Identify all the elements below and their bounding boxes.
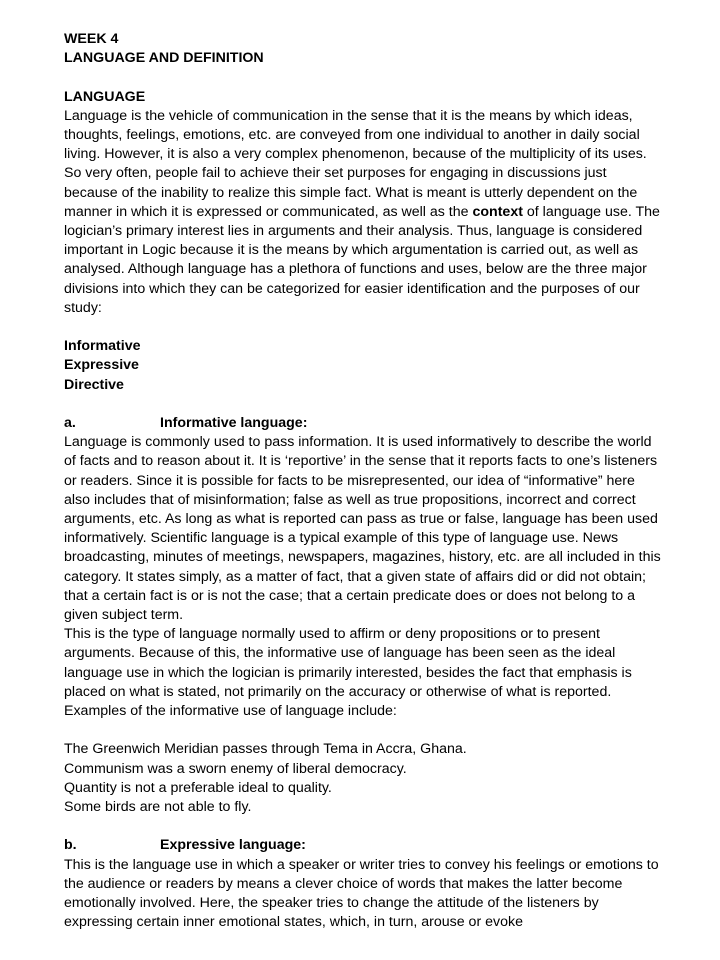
division-informative: Informative	[64, 338, 141, 355]
week-label: WEEK 4	[64, 31, 119, 47]
example-sentence: Some birds are not able to fly.	[64, 799, 252, 816]
language-paragraph-text-1: Language is the vehicle of communication in the sense that it is the means by which ideas, thoughts, feelings, emotions, etc. are conveyed from one individual to another in daily social living. However, it is also a very complex phenomenon, because of the multiplicity of its uses. So very often, people fail to achieve their set purposes for engaging in discussions just because of the inability to realize this simple fact. What is meant is utterly dependent on the manner in which it is expressed or communicated, as well as the	[64, 107, 647, 220]
language-paragraph	[64, 107, 664, 318]
section-b-heading	[64, 836, 664, 855]
section-a-paragraph-2: This is the type of language normally used to affirm or deny propositions or to present arguments. Because of this, the informative use of language has been seen as the ideal language use in which the logician is primarily interested, besides the fact that emphasis is placed on what is stated, not primarily on the accuracy or otherwise of what is reported. Examples of the informative use of language include:	[64, 626, 632, 720]
document-title: LANGUAGE AND DEFINITION	[64, 50, 264, 67]
language-heading: LANGUAGE	[64, 88, 146, 105]
example-sentence: The Greenwich Meridian passes through Tema in Accra, Ghana.	[64, 741, 467, 758]
division-directive: Directive	[64, 376, 124, 393]
section-a-letter: a.	[64, 415, 76, 432]
section-b-title: Expressive language:	[160, 837, 306, 854]
section-a-paragraph-1: Language is commonly used to pass information. It is used informatively to describe the world of facts and to reason about it. It is ‘reportive’ in the sense that it reports facts to one’s listeners or readers. Since it is possible for facts to be misrepresented, our idea of “informative” here also includes that of misinformation; false as well as true propositions, incorrect and correct arguments, etc. As long as what is reported can pass as true or false, language has been used informatively. Scientific language is a typical example of this type of language use. News broadcasting, minutes of meetings, newspapers, magazines, history, etc. are all included in this category. It states simply, as a matter of fact, that a given state of affairs did or did not obtain; that a certain fact is or is not the case; that a certain predicate does or does not belong to a given subject term.	[64, 434, 661, 624]
section-b-letter: b.	[64, 837, 77, 854]
section-a-title: Informative language:	[160, 415, 308, 432]
example-sentence: Communism was a sworn enemy of liberal democracy.	[64, 760, 407, 777]
section-b-paragraph-1: This is the language use in which a speaker or writer tries to convey his feelings or emotions to the audience or readers by means a clever choice of words that makes the latter become emotionally involved. Here, the speaker tries to change the attitude of the listeners by expressing certain inner emotional states, which, in turn, arouse or evoke	[64, 856, 659, 931]
division-expressive: Expressive	[64, 357, 139, 374]
context-term: context	[472, 203, 523, 220]
example-sentence: Quantity is not a preferable ideal to quality.	[64, 779, 332, 796]
document-body	[64, 30, 664, 932]
language-paragraph-text-2: of language use. The logician’s primary interest lies in arguments and their analysis. Thus, language is considered important in Logic because it is the means by which argumentation is carried out, as well as analysed. Although language has a plethora of functions and uses, below are the three major divisions into which they can be categorized for easier identification and the purposes of our study:	[64, 203, 660, 316]
section-a-heading	[64, 414, 664, 433]
